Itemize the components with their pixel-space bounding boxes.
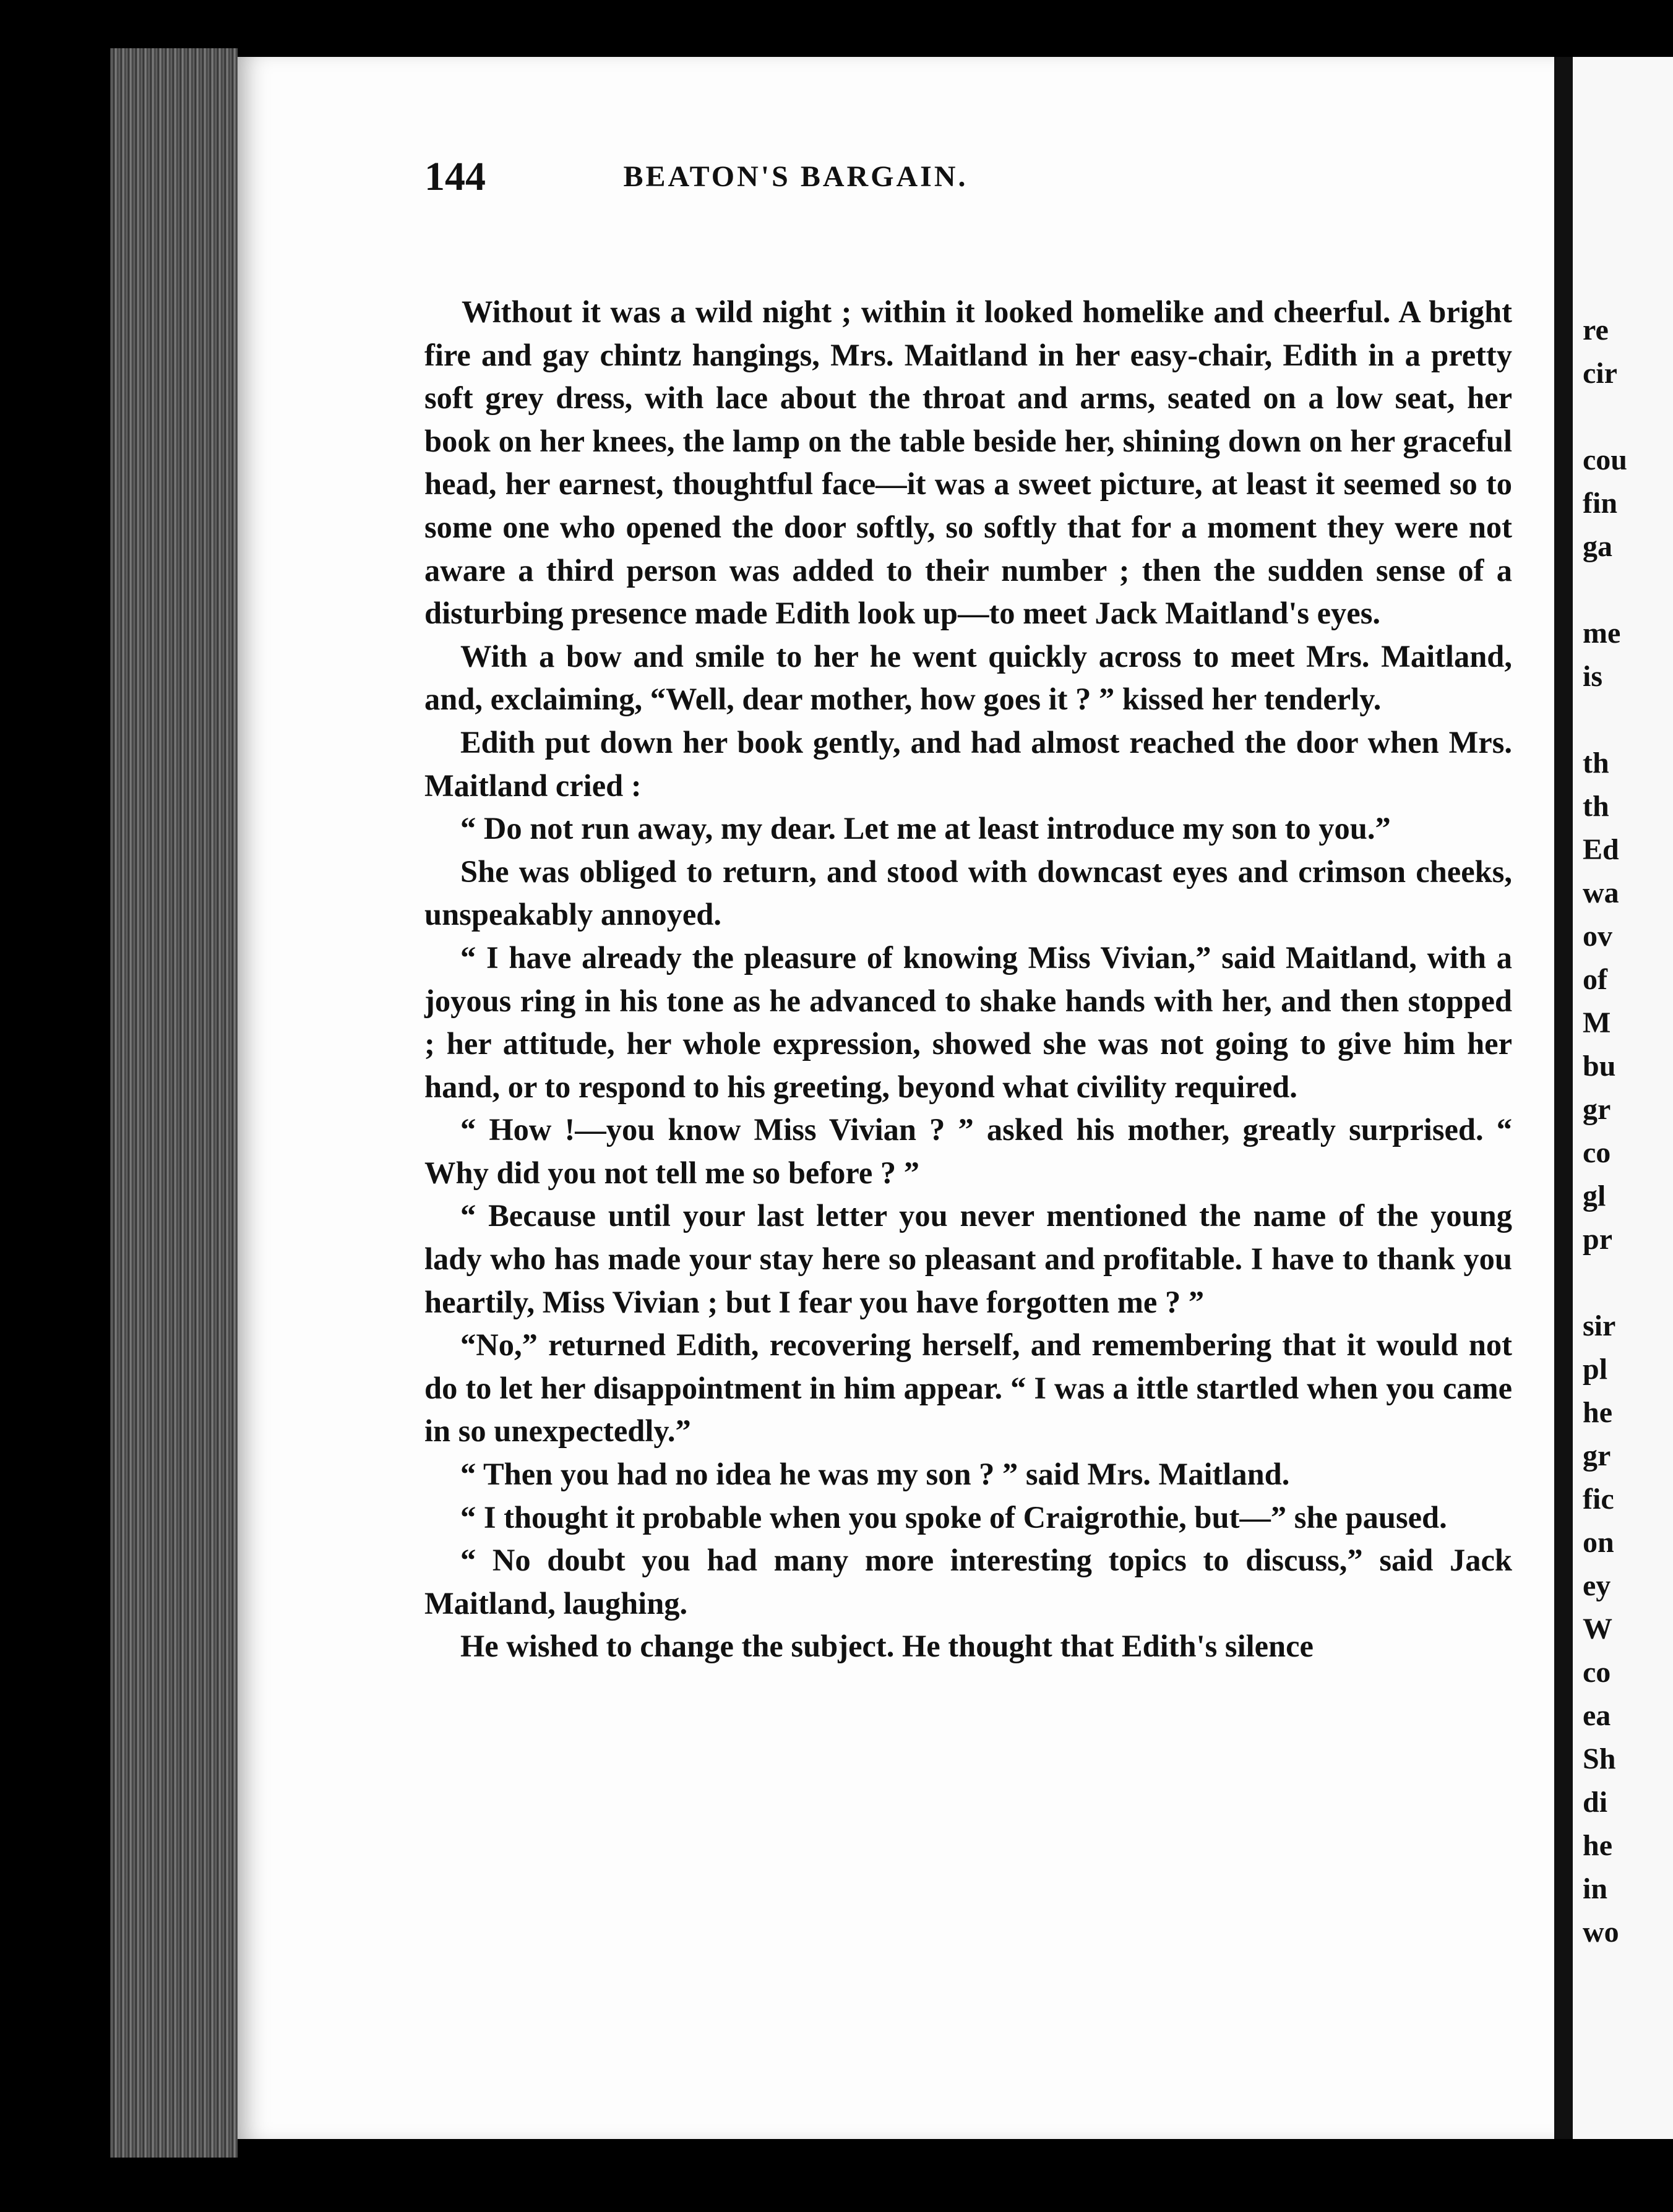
facing-fragment: gr xyxy=(1583,1439,1611,1472)
facing-fragment: wo xyxy=(1583,1916,1619,1948)
facing-fragment: re xyxy=(1583,314,1609,346)
facing-fragment: on xyxy=(1583,1526,1614,1559)
facing-fragment: is xyxy=(1583,660,1603,693)
facing-fragment: Sh xyxy=(1583,1743,1616,1775)
facing-fragment: ey xyxy=(1583,1569,1611,1602)
paragraph: “ Then you had no idea he was my son ? ” said Mrs. Maitland. xyxy=(460,1457,1290,1492)
facing-fragment: M xyxy=(1583,1006,1611,1039)
facing-fragment: W xyxy=(1583,1613,1612,1645)
facing-fragment: wa xyxy=(1583,877,1619,909)
facing-fragment: ea xyxy=(1583,1699,1611,1732)
facing-fragment: cou xyxy=(1583,444,1627,476)
paragraph: “ I have already the pleasure of knowing Miss Vivian,” said Maitland, with a joyous ring in his tone as he advanced to shake hands with her, and then stopped ; her attitude, her whole expression, showed she was not going to give him her hand, or to respond to his greeting, beyond what civility required. xyxy=(424,940,1512,1104)
facing-fragment: in xyxy=(1583,1872,1608,1905)
facing-fragment: gr xyxy=(1583,1093,1611,1126)
page-header xyxy=(424,153,1167,209)
facing-fragment: he xyxy=(1583,1396,1612,1429)
facing-fragment: di xyxy=(1583,1786,1608,1819)
facing-fragment: cir xyxy=(1583,357,1617,390)
facing-fragment: co xyxy=(1583,1656,1611,1689)
facing-fragment: gl xyxy=(1583,1180,1606,1212)
facing-fragment: co xyxy=(1583,1136,1611,1169)
facing-fragment: pr xyxy=(1583,1223,1612,1256)
paragraph: “No,” returned Edith, recovering herself, and remembering that it would not do to let her disappointment in him appear. “ I was a ittle startled when you came in so unexpectedly.” xyxy=(424,1327,1512,1449)
facing-fragment: th xyxy=(1583,790,1609,823)
paragraph: She was obliged to return, and stood with downcast eyes and crimson cheeks, unspeakably annoyed. xyxy=(424,854,1512,932)
facing-fragment: Ed xyxy=(1583,833,1619,866)
facing-fragment: fin xyxy=(1583,487,1618,520)
paragraph: Without it was a wild night ; within it looked homelike and cheerful. A bright fire and gay chintz hangings, Mrs. Maitland in her easy-chair, Edith in a pretty soft grey dress, with lace about the throat and arms, seated on a low seat, her book on her knees, the lamp on the table beside her, shining down on her graceful head, her earnest, thoughtful face—it was a sweet picture, at least it seemed so to some one who opened the door softly, so softly that for a moment they were not aware a third person was added to their number ; then the sudden sense of a disturbing presence made Edith look up—to meet Jack Maitland's eyes. xyxy=(424,294,1512,631)
page-number: 144 xyxy=(424,154,486,199)
page-body xyxy=(424,291,1512,1668)
facing-fragment: fic xyxy=(1583,1483,1614,1515)
facing-fragment: ga xyxy=(1583,530,1612,563)
paragraph: “ I thought it probable when you spoke of Craigrothie, but—” she paused. xyxy=(460,1499,1447,1535)
facing-fragment: bu xyxy=(1583,1050,1616,1082)
paragraph: “ How !—you know Miss Vivian ? ” asked his mother, greatly surprised. “ Why did you not tell me so before ? ” xyxy=(424,1112,1512,1190)
paragraph: He wished to change the subject. He thought that Edith's silence xyxy=(460,1629,1314,1664)
facing-fragment: he xyxy=(1583,1829,1612,1862)
book-gutter xyxy=(1554,57,1573,2139)
facing-fragment: ov xyxy=(1583,920,1612,953)
paragraph: “ Because until your last letter you never mentioned the name of the young lady who has made your stay here so pleasant and profitable. I have to thank you heartily, Miss Vivian ; but I fear you have forgotten me ? ” xyxy=(424,1198,1512,1319)
facing-fragment: pl xyxy=(1583,1353,1608,1386)
book-page-edges xyxy=(110,48,238,2158)
paragraph: “ No doubt you had many more interesting topics to discuss,” said Jack Maitland, laughing. xyxy=(424,1543,1512,1621)
facing-fragment: sir xyxy=(1583,1310,1616,1342)
facing-fragment: th xyxy=(1583,747,1609,779)
facing-fragment: me xyxy=(1583,617,1621,649)
facing-fragment: of xyxy=(1583,963,1607,996)
paragraph: Edith put down her book gently, and had almost reached the door when Mrs. Maitland cried : xyxy=(424,724,1512,803)
paragraph: With a bow and smile to her he went quickly across to meet Mrs. Maitland, and, exclaiming, “Well, dear mother, how goes it ? ” kissed her tenderly. xyxy=(424,638,1512,717)
paragraph: “ Do not run away, my dear. Let me at least introduce my son to you.” xyxy=(460,811,1391,846)
running-title: BEATON'S BARGAIN. xyxy=(623,160,968,193)
